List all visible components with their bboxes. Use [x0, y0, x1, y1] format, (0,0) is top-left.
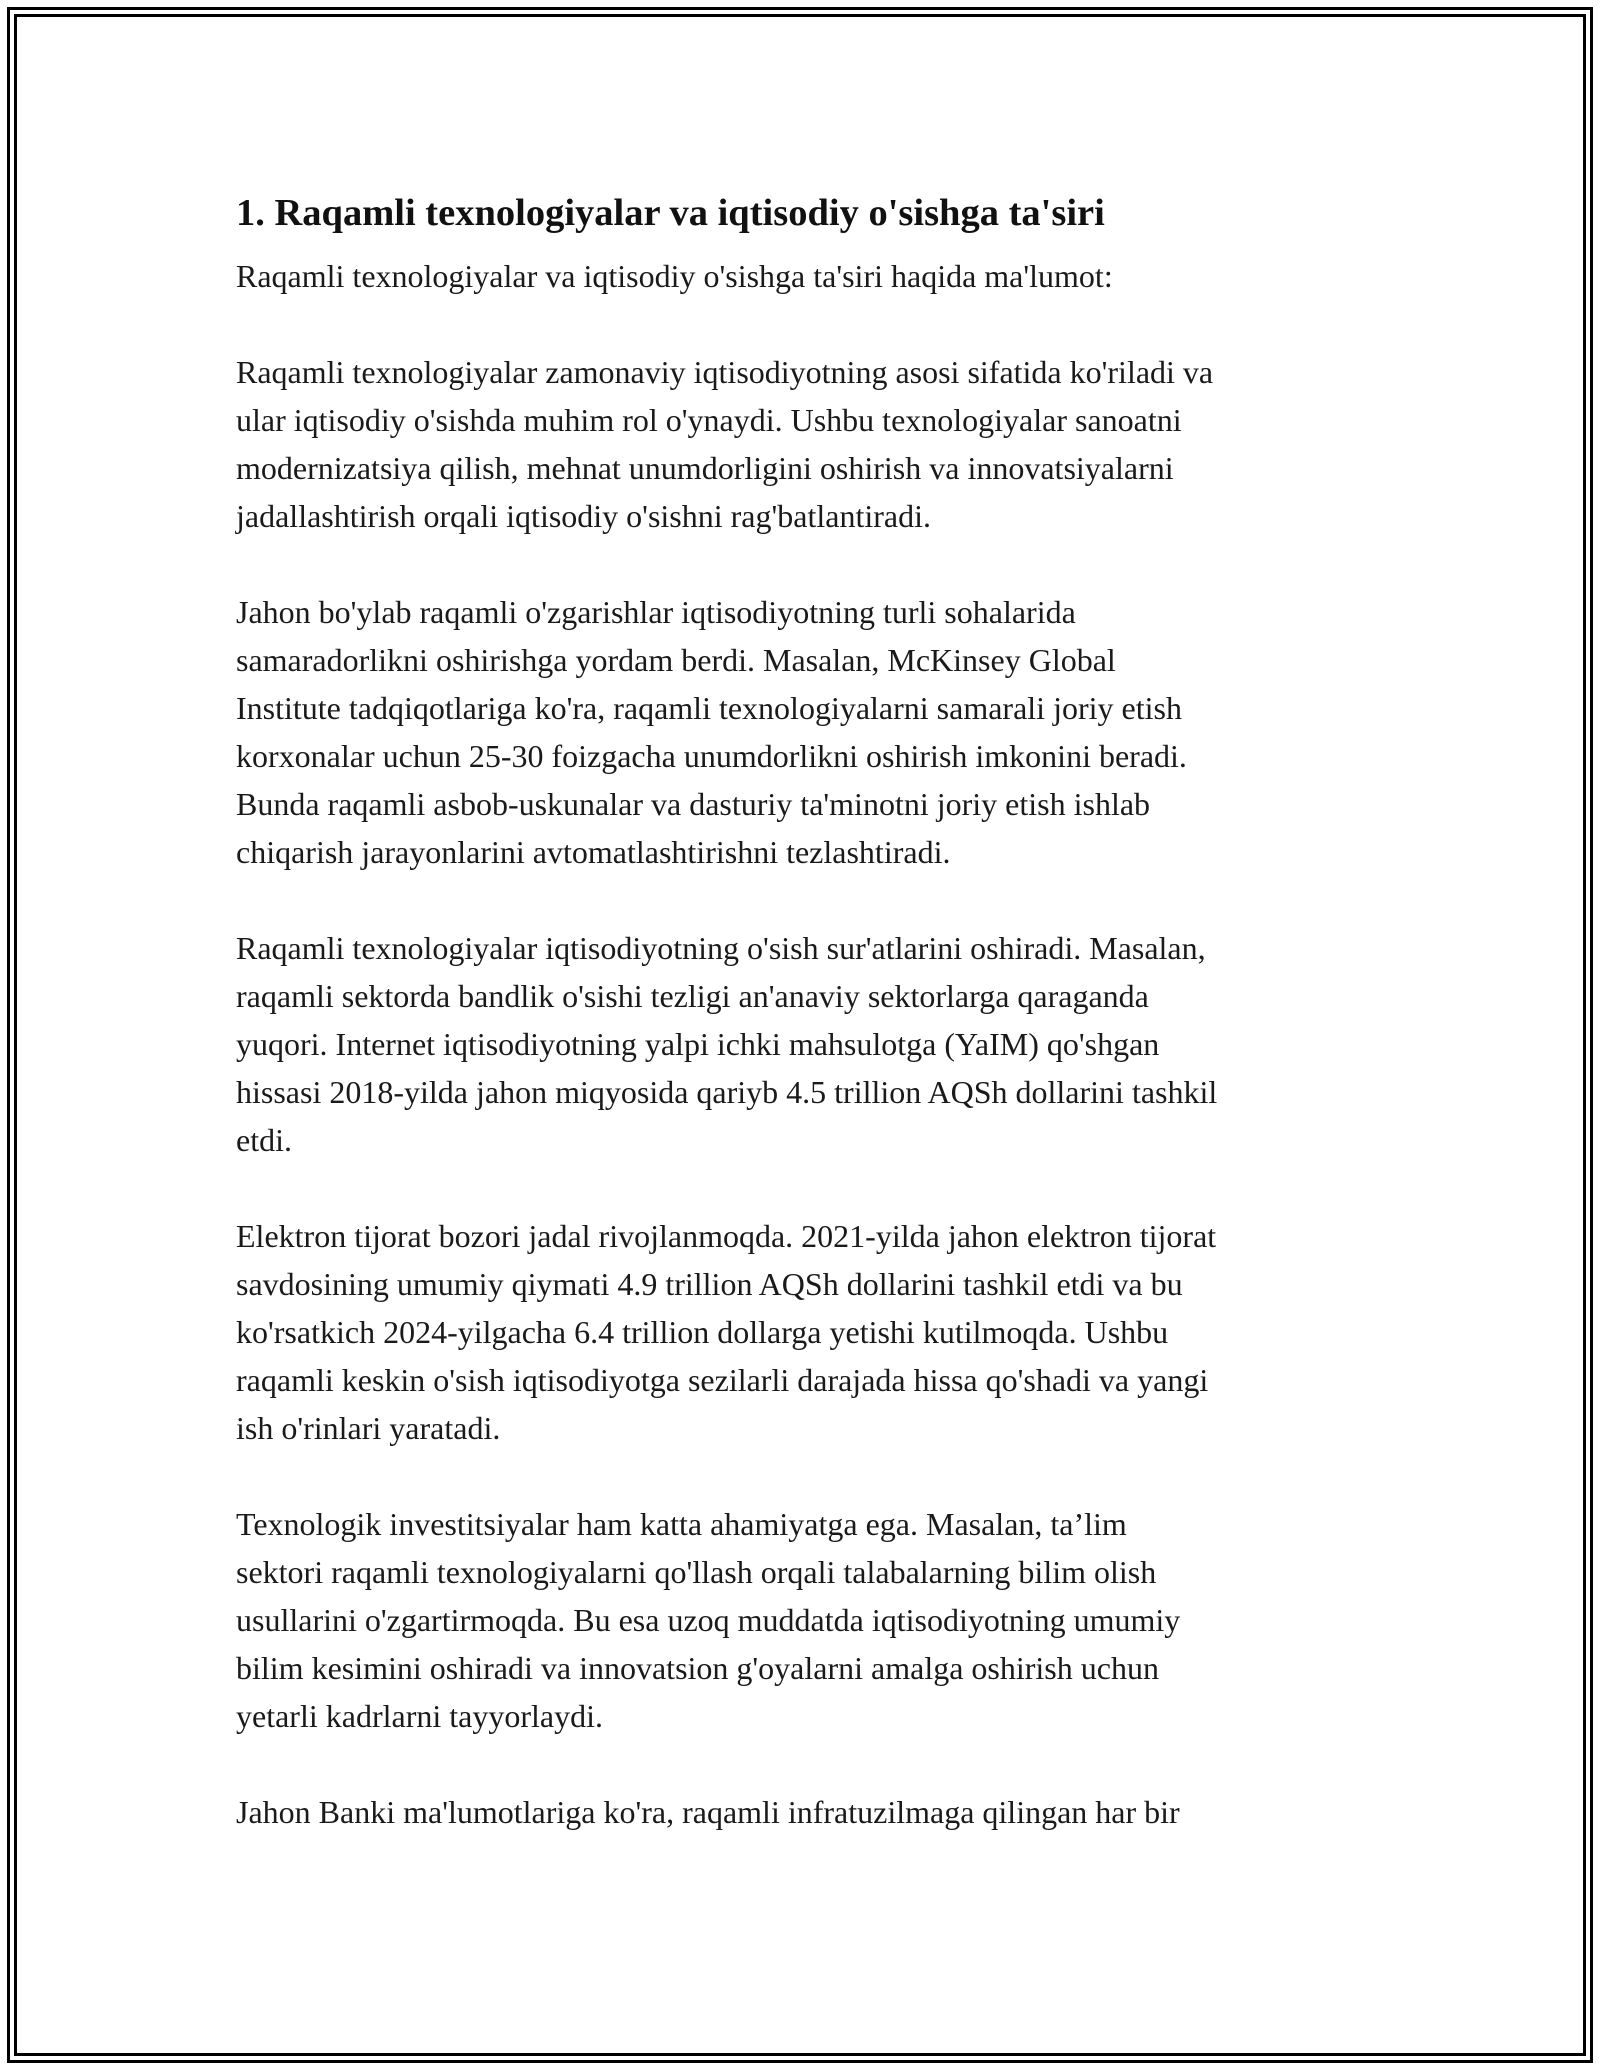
text-line: Raqamli texnologiyalar iqtisodiyotning o'sish sur'atlarini oshiradi. Masalan,: [236, 930, 1206, 966]
text-line: Institute tadqiqotlariga ko'ra, raqamli texnologiyalarni samarali joriy etish: [236, 690, 1182, 726]
text-line: ular iqtisodiy o'sishda muhim rol o'ynaydi. Ushbu texnologiyalar sanoatni: [236, 402, 1182, 438]
text-line: Jahon Banki ma'lumotlariga ko'ra, raqamli infratuzilmaga qilingan har bir: [236, 1794, 1180, 1830]
text-line: jadallashtirish orqali iqtisodiy o'sishni rag'batlantiradi.: [236, 498, 931, 534]
text-line: Raqamli texnologiyalar va iqtisodiy o'sishga ta'siri haqida ma'lumot:: [236, 258, 1113, 294]
text-line: Texnologik investitsiyalar ham katta ahamiyatga ega. Masalan, ta’lim: [236, 1506, 1127, 1542]
text-line: Elektron tijorat bozori jadal rivojlanmoqda. 2021-yilda jahon elektron tijorat: [236, 1218, 1217, 1254]
paragraph-intro: [236, 252, 1366, 300]
paragraph-investments: [236, 1500, 1366, 1740]
text-line: korxonalar uchun 25-30 foizgacha unumdorlikni oshirish imkonini beradi.: [236, 738, 1187, 774]
text-line: Raqamli texnologiyalar zamonaviy iqtisodiyotning asosi sifatida ko'riladi va: [236, 354, 1214, 390]
text-line: chiqarish jarayonlarini avtomatlashtirishni tezlashtiradi.: [236, 834, 951, 870]
paragraph-mckinsey: [236, 588, 1366, 876]
text-line: raqamli keskin o'sish iqtisodiyotga sezilarli darajada hissa qo'shadi va yangi: [236, 1362, 1209, 1398]
text-line: sektori raqamli texnologiyalarni qo'llash orqali talabalarning bilim olish: [236, 1554, 1157, 1590]
text-line: samaradorlikni oshirishga yordam berdi. Masalan, McKinsey Global: [236, 642, 1116, 678]
document-body: [236, 188, 1366, 1884]
text-line: yuqori. Internet iqtisodiyotning yalpi ichki mahsulotga (YaIM) qo'shgan: [236, 1026, 1160, 1062]
text-line: raqamli sektorda bandlik o'sishi tezligi an'anaviy sektorlarga qaraganda: [236, 978, 1149, 1014]
text-line: ish o'rinlari yaratadi.: [236, 1410, 501, 1446]
text-line: Bunda raqamli asbob-uskunalar va dasturiy ta'minotni joriy etish ishlab: [236, 786, 1151, 822]
text-line: yetarli kadrlarni tayyorlaydi.: [236, 1698, 603, 1734]
text-line: hissasi 2018-yilda jahon miqyosida qariyb 4.5 trillion AQSh dollarini tashkil: [236, 1074, 1218, 1110]
text-line: usullarini o'zgartirmoqda. Bu esa uzoq muddatda iqtisodiyotning umumiy: [236, 1602, 1181, 1638]
text-line: ko'rsatkich 2024-yilgacha 6.4 trillion dollarga yetishi kutilmoqda. Ushbu: [236, 1314, 1169, 1350]
text-line: Jahon bo'ylab raqamli o'zgarishlar iqtisodiyotning turli sohalarida: [236, 594, 1076, 630]
section-heading: 1. Raqamli texnologiyalar va iqtisodiy o'sishga ta'siri: [236, 192, 1105, 234]
paragraph-growth-rates: [236, 924, 1366, 1164]
text-line: savdosining umumiy qiymati 4.9 trillion AQSh dollarini tashkil etdi va bu: [236, 1266, 1183, 1302]
text-line: etdi.: [236, 1122, 292, 1158]
text-line: modernizatsiya qilish, mehnat unumdorligini oshirish va innovatsiyalarni: [236, 450, 1174, 486]
text-line: bilim kesimini oshiradi va innovatsion g'oyalarni amalga oshirish uchun: [236, 1650, 1159, 1686]
paragraph-digital-tech-role: [236, 348, 1366, 540]
paragraph-world-bank: [236, 1788, 1366, 1836]
paragraph-ecommerce: [236, 1212, 1366, 1452]
